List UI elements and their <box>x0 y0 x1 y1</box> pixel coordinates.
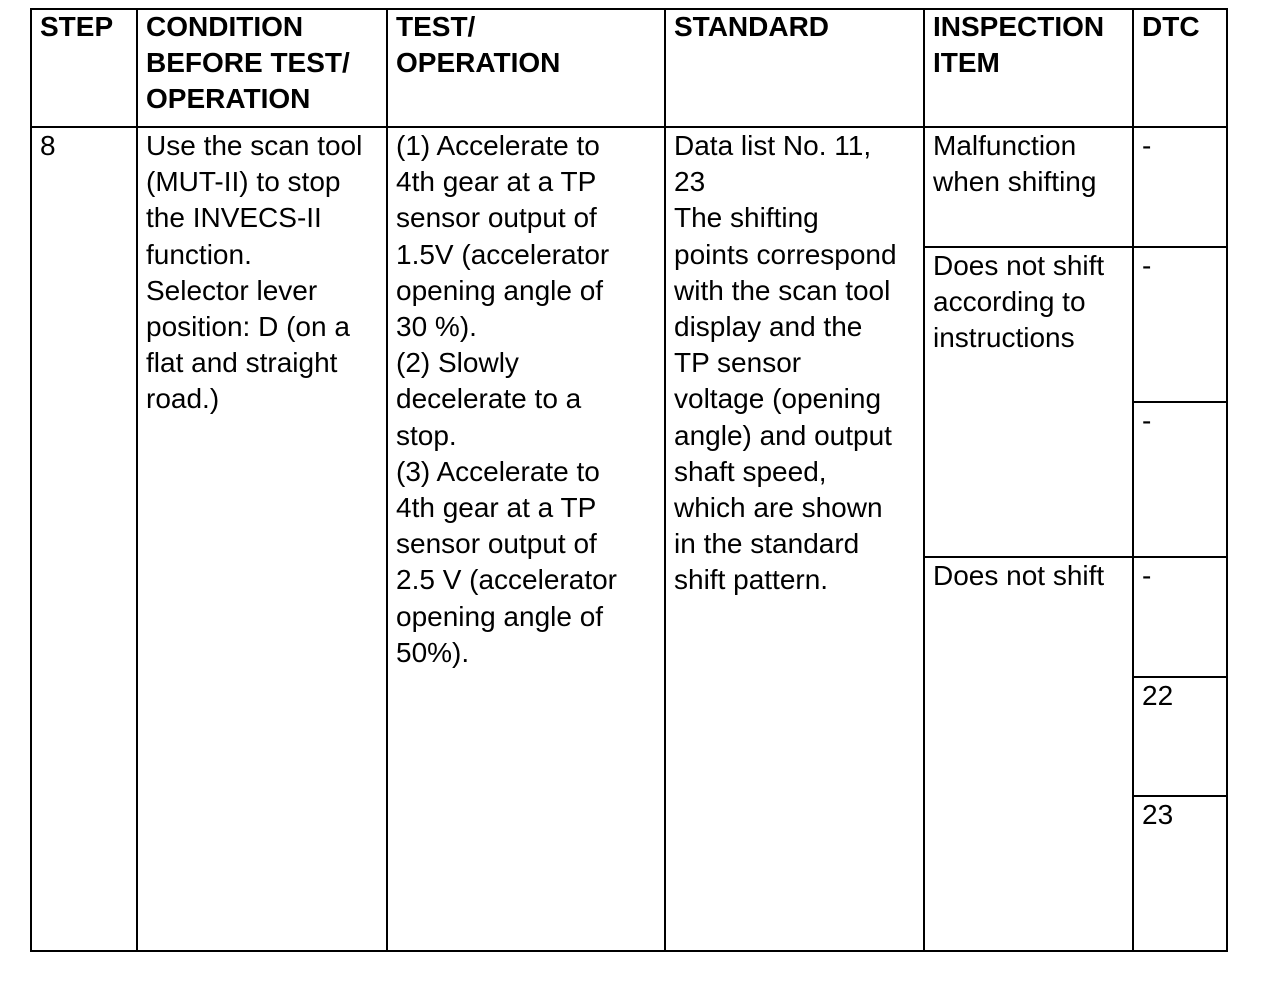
header-dtc: DTC <box>1142 11 1200 42</box>
dtc-value: 23 <box>1142 799 1174 830</box>
inspection-item: Does not shift according to instructions <box>933 250 1105 354</box>
header-step: STEP <box>40 11 114 42</box>
dtc-value: 22 <box>1142 680 1174 711</box>
table-border-bottom <box>30 950 1228 952</box>
test-operation-text: (1) Accelerate to 4th gear at a TP sensor output of 1.5V (accelerator opening angle of 30 %). (2) Slowly decelerate to a stop. (3) Accelerate to 4th gear at a TP sensor output of 2.5 V (accelerator opening angle of 50%). <box>396 130 617 668</box>
dtc-value: - <box>1142 130 1152 161</box>
step-number: 8 <box>40 130 56 161</box>
header-inspection-item: INSPECTION ITEM <box>933 11 1105 79</box>
condition-text: Use the scan tool (MUT-II) to stop the INVECS-II function. Selector lever position: D (on a flat and straight road.) <box>146 130 363 415</box>
standard-text: Data list No. 11, 23 The shifting points correspond with the scan tool display and the TP sensor voltage (opening angle) and output shaft speed, which are shown in the standard shift pattern. <box>674 130 897 596</box>
table-border-right <box>1226 8 1228 952</box>
dtc-value: - <box>1142 560 1152 591</box>
inspection-item: Malfunction when shifting <box>933 130 1097 198</box>
dtc-value: - <box>1142 250 1152 281</box>
inspection-table <box>30 8 1228 952</box>
dtc-value: - <box>1142 405 1152 436</box>
header-test-operation: TEST/ OPERATION <box>396 11 561 79</box>
inspection-item: Does not shift <box>933 560 1105 591</box>
header-condition: CONDITION BEFORE TEST/ OPERATION <box>146 11 350 115</box>
header-standard: STANDARD <box>674 11 830 42</box>
